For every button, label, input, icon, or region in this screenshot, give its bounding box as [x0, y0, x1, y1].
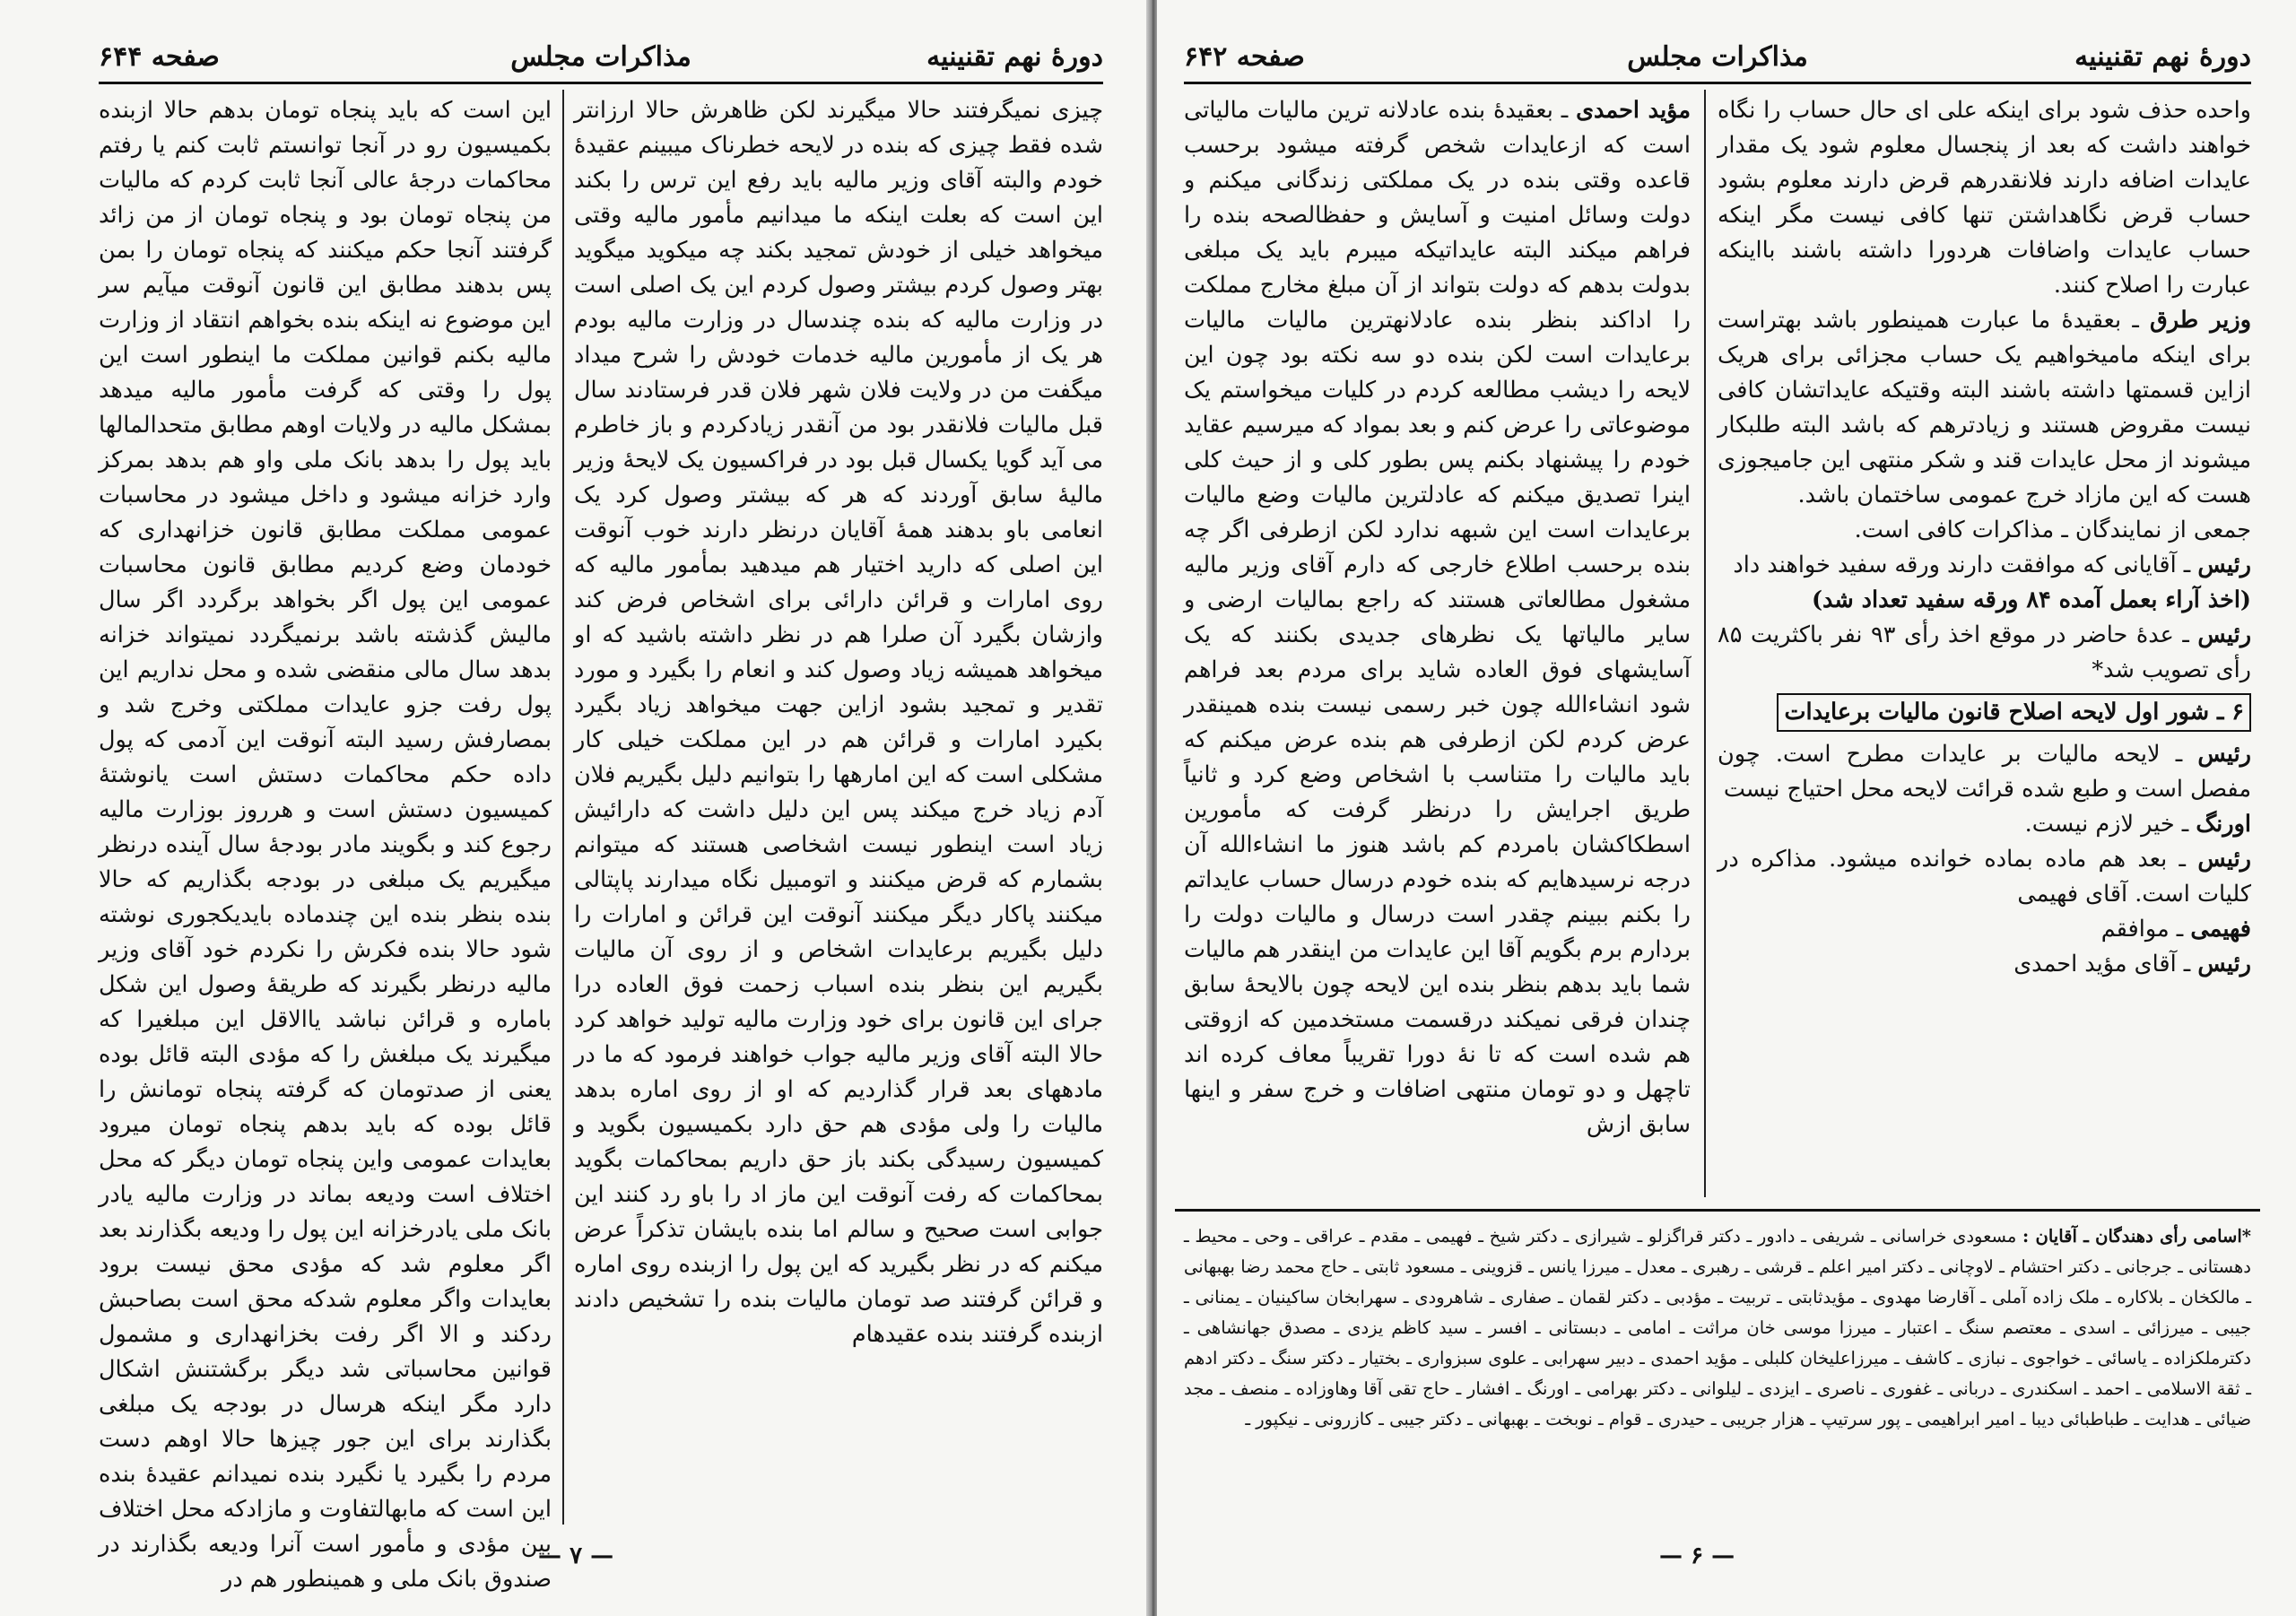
speech [1718, 737, 2251, 807]
left-page-folio: — ۷ — [538, 1542, 614, 1569]
left-header-session: دورهٔ نهم تقنینیه [926, 41, 1103, 73]
speech-text: ـ لایحه مالیات بر عایدات مطرح است. چون مفصل است و طبع شده قرائت لایحه محل احتیاج نیست [1718, 741, 2251, 803]
section-heading: ۶ ـ شور اول لایحه اصلاح قانون مالیات برعایدات [1777, 693, 2251, 732]
right-page-right-column [1718, 93, 2251, 1196]
speech [1718, 912, 2251, 947]
speaker-name: رئیس [2197, 552, 2251, 578]
left-right-column-text: چیزی نمیگرفتند حالا میگیرند لکن ظاهرش حالا ارزانتر شده فقط چیزی که بنده در لایحه خطرناک میبینم عقیدهٔ خودم والبته آقای وزیر مالیه باید رفع این ترس را بکند این است که بعلت اینکه ما میدانیم مأمور مالیه وقتی میخواهد خیلی از خودش تمجید بکند چه میکوید میگوید بهتر وصول کردم بیشتر وصول کردم این یک اصلی است در وزارت مالیه که بنده چندسال در وزارت مالیه بودم هر یک از مأمورین مالیه خدمات خودش را شرح میداد میگفت من در ولایت فلان شهر فلان قدر فرستادند سال قبل مالیات فلانقدر بود من آنقدر زیادکردم و باز خاطرم می آید گویا یکسال قبل بود در فراکسیون یک لایحهٔ وزیر مالیهٔ سابق آوردند که هر که بیشتر وصول کرد یک انعامی باو بدهند همهٔ آقایان درنظر دارند خوب آنوقت این اصلی که دارید اختیار هم میدهید بمأمور مالیه که روی امارات و قرائن دارائی برای اشخاص فرض کند وازشان بگیرد آن صلرا هم در نظر داشته باشید که او میخواهد همیشه زیاد وصول کند و انعام را بگیرد و مورد تقدیر و تمجید بشود ازاین جهت میخواهد زیاد بگیرد بکیرد امارات و قرائن هم در این مملکت خیلی کار مشکلی است که این امارهها را بتوانیم دلیل بگیریم فلان آدم زیاد خرج میکند پس این دلیل داشت که دارائیش زیاد است اینطور نیست اشخاصی هستند که میتوانم بشمارم که قرض میکنند و اتومبیل نگاه میدارند پاپتالی میکنند پاکار دیگر میکنند آنوقت این قرائن و امارات را دلیل بگیریم برعایدات اشخاص و از روی آن مالیات بگیریم این بنظر بنده اسباب زحمت فوق العاده درا جرای این قانون برای خود وزارت مالیه تولید خواهد کرد حالا البته آقای وزیر مالیه جواب خواهند فرمود که ما در مادههای بعد قرار گذاردیم که او از روی اماره بدهد مالیات را ولی مؤدی هم حق دارد بکمیسیون بگوید و کمیسیون رسیدگی بکند باز حق داریم بمحاکمات بگوید بمحاکمات که رفت آنوقت این ماز اد را باو رد کنند این جوابی است صحیح و سالم اما بنده بایشان تذکراً عرض میکنم که در نظر بگیرید که این پول را ازبنده روی اماره و قرائن گرفتند صد تومان مالیات بنده را تشخیص دادند ازبنده گرفتند بنده عقیدهام [574, 97, 1104, 1348]
right-header-title: مذاکرات مجلس [1627, 41, 1808, 73]
speech-text: ـ آقای مؤید احمدی [2013, 951, 2191, 977]
speech-text: ـ بعقیدهٔ ما عبارت همینطور باشد بهتراست برای اینکه مامیخواهیم یک حساب مجزائی برای هریک ازاین قسمتها داشته باشند البته وقتیکه عایداتشان کافی نیست مقروض هستند و زیادترهم که باشد البته طلبکار میشوند از محل عایدات قند و شکر منتهی این جامیجوزی هست که این مازاد خرج عمومی ساختمان باشد. [1718, 307, 2251, 508]
right-header-rule [1184, 82, 2251, 84]
speech [1718, 618, 2251, 688]
speech [1718, 548, 2251, 583]
speaker-name: فهیمی [2190, 916, 2251, 943]
speaker-name: رئیس [2197, 621, 2252, 648]
left-page-left-column [99, 93, 552, 1593]
footnote-rule [1175, 1209, 2260, 1212]
vote-result-note: (اخذ آراء بعمل آمده ۸۴ ورقه سفید تعداد شد) [1811, 586, 2251, 613]
speaker-name: اورنگ [2196, 811, 2251, 838]
left-header-page-number: صفحه ۶۴۴ [99, 41, 220, 73]
right-column-divider [1704, 90, 1706, 1197]
speech-text: ـ بعقیدهٔ بنده عادلانه ترین مالیات مالیاتی است که ازعایدات شخص گرفته میشود برحسب قاعده وقتی بنده در یک مملکتی زندگانی میکنم و دولت وسائل امنیت و آسایش و حفظالصحه بنده را فراهم میکند البته عایداتیکه میبرم باید یک مبلغی بدولت بدهم که دولت بتواند از آن مبلغ مخارج مملکت را اداکند بنظر بنده عادلانهترین مالیات مالیات برعایدات است لکن بنده دو سه نکته بود چون این لایحه را دیشب مطالعه کردم در کلیات میخواستم یک موضوعاتی را عرض کنم و بعد بمواد که میرسیم عقاید خودم را پیشنهاد بکنم پس بطور کلی و از حیث کلی اینرا تصدیق میکنم که عادلترین مالیات وضع مالیات برعایدات است این شبهه ندارد لکن ازطرفی اگر چه بنده برحسب اطلاع خارجی که دارم آقای وزیر مالیه مشغول مطالعاتی هستند که راجع بمالیات ارضی و سایر مالیاتها یک نظرهای جدیدی بکنند که یک آسایشهای فوق العاده شاید برای مردم بعد فراهم شود انشاءالله چون خبر رسمی نیست بنده همینقدر عرض کردم لکن ازطرفی هم بنده عرض میکنم که باید مالیات را متناسب با اشخاص وضع کرد و ثانیاً طریق اجرایش را درنظر گرفت که مأمورین اسطکاکشان بامردم کم باشد هنوز ما انشاءالله آن درجه نرسیدهایم که بنده خودم درسال حساب عایداتم را بکنم ببینم چقدر است درسال و مالیات دولت را بردارم برم بگویم آقا این عایدات من اینقدر هم مالیات شما باید بدهم بنظر بنده این لایحه چون بالایحهٔ سابق چندان فرقی نمیکند درقسمت مستخدمین که ازوقتی هم شده است که تا نهٔ دورا تقریباً معاف کرده اند تاچهل و دو تومان منتهی اضافات و خرج سفر و اینها سابق ازش [1184, 97, 1691, 1138]
voters-names: مسعودی خراسانی ـ شریفی ـ دادور ـ دکتر قراگزلو ـ شیرازی ـ دکتر شیخ ـ فهیمی ـ مقدم ـ عراقی ـ وحی ـ محیط ـ دهستانی ـ جرجانی ـ دکتر احتشام ـ لاوچانی ـ دکتر امیر اعلم ـ قرشی ـ رهبری ـ معدل ـ میرزا یانس ـ قزوینی ـ مسعود ثابتی ـ حاج محمد رضا بهبهانی ـ مالکخان ـ بلاکاره ـ ملک زاده آملی ـ آقارضا مهدوی ـ مؤیدثابتی ـ تربیت ـ مؤدبی ـ دکتر لقمان ـ صفاری ـ شاهرودی ـ سهرابخان ساکینیان ـ یمنانی ـ جیبی ـ میرزائی ـ اسدی ـ معتصم سنگ ـ اعتبار ـ میرزا موسی خان مراثت ـ امامی ـ دبستانی ـ افسر ـ سید کاظم یزدی ـ مصدق جهانشاهی ـ دکترملکزاده ـ یاسائی ـ خواجوی ـ نبازی ـ کاشف ـ میرزاعلیخان کلبلی ـ مؤید احمدی ـ دبیر سهرابی ـ علوی سبزواری ـ بختیار ـ دکتر سنگ ـ دکتر ادهم ـ ثقة الاسلامی ـ احمد ـ اسکندری ـ دربانی ـ غفوری ـ ناصری ـ ایزدی ـ لیلوانی ـ دکتر بهرامی ـ اورنگ ـ افشار ـ حاج تقی آقا وهاوزاده ـ منصف ـ مجد ضیائی ـ هدایت ـ طباطبائی دیبا ـ امیر ابراهیمی ـ پور سرتیپ ـ هزار جریبی ـ حیدری ـ قوام ـ نوبخت ـ بهبهانی ـ دکتر جیبی ـ کازرونی ـ نیکپور ـ [1184, 1226, 2251, 1429]
speaker-name: وزیر طرق [2150, 307, 2252, 334]
speech [1184, 93, 1691, 1142]
right-header-page-number: صفحه ۶۴۲ [1184, 41, 1305, 73]
speech [1718, 842, 2251, 912]
left-left-column-text: این است که باید پنجاه تومان بدهم حالا ازبنده بکمیسیون رو در آنجا توانستم ثابت کنم یا رفتم محاکمات درجهٔ عالی آنجا ثابت کردم که مالیات من پنجاه تومان بود و پنجاه تومان از من زائد گرفتند آنجا حکم میکنند که پنجاه تومان را بمن پس بدهند مطابق این قانون آنوقت میآیم سر این موضوع نه اینکه بنده بخواهم انتقاد از وزارت مالیه بکنم قوانین مملکت ما اینطور است این پول را وقتی که گرفت مأمور مالیه میدهد بمشکل مالیه در ولایات اوهم مطابق متحدالمالها باید پول را بدهد بانک ملی واو هم بدهد بمرکز وارد خزانه میشود و داخل میشود در محاسبات عمومی مملکت مطابق قانون خزانهداری که خودمان وضع کردیم مطابق قانون محاسبات عمومی این پول اگر بخواهد برگردد اگر سال مالیش گذشته باشد برنمیگردد نمیتواند خزانه بدهد سال مالی منقضی شده و محل نداریم این پول رفت جزو عایدات مملکتی وخرج شد و بمصارفش رسید البته آنوقت این آدمی که پول داده حکم محاکمات دستش است یانوشتهٔ کمیسیون دستش است و هرروز بوزارت مالیه رجوع کند و بگویند مادر بودجهٔ سال آینده درنظر میگیریم یک مبلغی در بودجه بگذاریم که حالا بنده بنظر بنده این چندماده بایدیکجوری نوشته شود حالا بنده فکرش را نکردم خود آقای وزیر مالیه درنظر بگیرند که طریقهٔ وصول این شکل باماره و قرائن نباشد یاالاقل این مبلغیرا که میگیرند یک مبلغش را که مؤدی البته قائل بوده یعنی از صدتومان که گرفته پنجاه تومانش را قائل بوده که باید بدهم پنجاه تومان میرود بعایدات عمومی واین پنجاه تومان دیگر که محل اختلاف است ودیعه بماند در وزارت مالیه یادر بانک ملی یادرخزانه این پول را ودیعه بگذارند بعد اگر معلوم شد که مؤدی محق نیست برود بعایدات واگر معلوم شدکه محق است بصاحبش ردکند و الا اگر رفت بخزانهداری و مشمول قوانین محاسباتی شد دیگر برگشتنش اشکال دارد مگر اینکه هرسال در بودجه یک مبلغی بگذارند برای این جور چیزها حالا اوهم دست مردم را بگیرد یا نگیرد بنده نمیدانم عقیدهٔ بنده این است که مابهالتفاوت و مازادکه محل اختلاف بین مؤدی و مأمور است آنرا ودیعه بگذارند در صندوق بانک ملی و همینطور هم در [99, 97, 552, 1593]
left-header-rule [99, 82, 1103, 84]
speaker-name: رئیس [2197, 741, 2251, 768]
speech [1718, 303, 2251, 513]
right-header-session: دورهٔ نهم تقنینیه [2074, 41, 2251, 73]
voters-footnote [1184, 1221, 2251, 1526]
left-column-divider [562, 90, 564, 1525]
voters-title: *اسامی رأی دهندگان ـ آقایان : [2022, 1226, 2251, 1247]
right-page-folio: — ۶ — [1659, 1542, 1735, 1569]
speech-text: ـ آقایانی که موافقت دارند ورقه سفید خواهند داد [1733, 552, 2191, 578]
speech-text: ـ بعد هم ماده بماده خوانده میشود. مذاکره در کلیات است. آقای فهیمی [1718, 846, 2251, 908]
speech [1718, 807, 2251, 842]
left-header-title: مذاکرات مجلس [510, 41, 691, 73]
paragraph: واحده حذف شود برای اینکه علی ای حال حساب را نگاه خواهند داشت که بعد از پنجسال معلوم شود یک مقدار عایدات اضافه دارند فلانقدرهم قرض دارند معلوم بشود حساب قرض نگاهداشتن تنها کافی نیست مگر اینکه حساب عایدات واضافات هردورا داشته باشند بااینکه عبارت را اصلاح کنند. [1718, 97, 2251, 299]
speech [1718, 947, 2251, 982]
right-page-left-column [1184, 93, 1691, 1196]
paragraph: جمعی از نمایندگان ـ مذاکرات کافی است. [1854, 517, 2251, 543]
right-page-header [1184, 34, 2251, 84]
speech-text: ـ خیر لازم نیست. [2024, 811, 2189, 838]
speaker-name: رئیس [2197, 951, 2251, 977]
right-page [1157, 0, 2296, 1616]
speaker-name: مؤید احمدی [1576, 97, 1691, 124]
speech-text: ـ موافقم [2100, 916, 2184, 943]
speech-text: ـ عدهٔ حاضر در موقع اخذ رأی ۹۳ نفر باکثریت ۸۵ رأی تصویب شد* [1718, 621, 2251, 683]
left-page-header [99, 34, 1103, 84]
speaker-name: رئیس [2197, 846, 2251, 873]
left-page-right-column [574, 93, 1103, 1519]
